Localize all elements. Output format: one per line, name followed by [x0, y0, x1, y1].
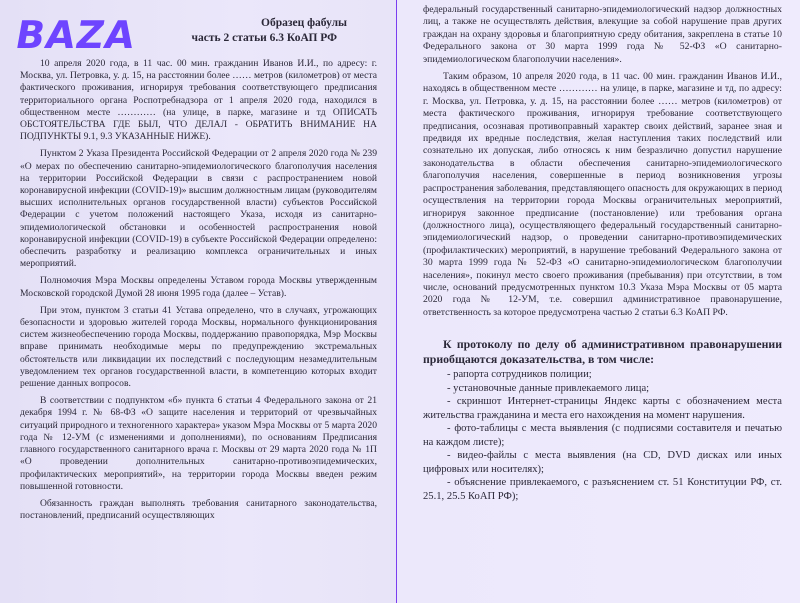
paragraph: 10 апреля 2020 года, в 11 час. 00 мин. гражданин Иванов И.И., по адресу: г. Москва, ул. Петровка, у. д. 15, на расстоянии более …… метров (километров) от места фактического проживания, игнорируя требования соответствующего предписания территориального органа Роспотребнадзора от 1 апреля 2020 года, находился в общественном месте ………… (на улице, в парке, магазине и тд ОПИСАТЬ ОБСТОЯТЕЛЬСТВА ГДЕ БЫЛ, ЧТО ДЕЛАЛ - ОБРАТИТЬ ВНИМАНИЕ НА ПОДПУНКТЫ 9.1, 9.3 УКАЗАННЫЕ НИЖЕ). [20, 58, 377, 143]
evidence-item: - фото-таблицы с места выявления (с подписями составителя и печатью на каждом листе); [423, 423, 782, 448]
evidence-item: - объяснение привлекаемого, с разъяснением ст. 51 Конституции РФ, ст. 25.1, 25.5 КоАП РФ); [423, 477, 782, 502]
paragraph: Таким образом, 10 апреля 2020 года, в 11 час. 00 мин. гражданин Иванов И.И., находясь в общественном месте ………… на улице, в парке, магазине и тд, по адресу: г. Москва, ул. Петровка, у. д. 15, на расстоянии более …… метров (километров) от места фактического проживания, игнорируя требование соответствующего предписания, осознавая противоправный характер своих действий, заранее зная и предвидя их вредные последствия, желая наступления таких последствий или сознательно их допуская, либо относясь к ним безразлично допустил нарушение законодательства в области обеспечения санитарно-эпидемиологического благополучия населения, совершенные в период возникновения угрозы распространения заболевания, представляющего опасность для окружающих в период осуществления на территории города Москвы ограничительных мероприятий, игнорируя законное предписание (постановление) или требования органа (должностного лица), осуществляющего федеральный государственный санитарно-эпидемиологический надзор, о проведении санитарно-противоэпидемических (профилактических) мероприятий, в нарушение требований Федерального закона от 30 марта 1999 года № 52-ФЗ «О санитарно-эпидемиологическом благополучии населения», покинул место своего проживания (пребывания) при отсутствии, в том числе, оснований предусмотренных пунктом 10.3 Указа Мэра Москвы от 05 марта 2020 года № 12-УМ, т.е. совершил административное правонарушение, ответственность за которое предусмотрена частью 2 статьи 6.3 КоАП РФ. [423, 71, 782, 318]
paragraph: Полномочия Мэра Москвы определены Уставом города Москвы утвержденным Московской городской Думой 28 июня 1995 года (далее – Устав). [20, 275, 377, 299]
paragraph: Пунктом 2 Указа Президента Российской Федерации от 2 апреля 2020 года № 239 «О мерах по обеспечению санитарно-эпидемиологического благополучия населения на территории Российской Федерации в связи с распространением новой коронавирусной инфекции (COVID-19)» высшим должностным лицам (руководителям высших исполнительных органов государственной власти) субъектов Российской Федерации с учетом положений настоящего Указа, исходя из санитарно-эпидемиологической обстановки и особенностей распространения новой коронавирусной инфекции (COVID-19) в субъекте Российской Федерации определено: обеспечить разработку и реализацию комплекса ограничительных и иных мероприятий. [20, 148, 377, 270]
evidence-item: - скриншот Интернет-страницы Яндекс карты с обозначением места жительства гражданина и места его нахождения на момент нарушения. [423, 396, 782, 421]
document-title: Образец фабулы [261, 17, 347, 29]
evidence-item: - установочные данные привлекаемого лица; [447, 382, 650, 394]
paragraph: Обязанность граждан выполнять требования санитарного законодательства, постановлений, предписаний осуществляющих [20, 497, 377, 522]
evidence-heading: К протоколу по делу об административном правонарушении приобщаются доказательства, в том числе: [423, 337, 782, 366]
logo-text: BAZA [12, 13, 140, 57]
right-page [397, 0, 800, 603]
baza-logo [12, 13, 140, 57]
paragraph: При этом, пунктом 3 статьи 41 Устава определено, что в случаях, угрожающих безопасности и здоровью жителей города Москвы, нормального функционирования систем жизнеобеспечению города Москвы, поддержанию правопорядка, Мэр Москвы вправе принимать необходимые меры по предупреждению экстремальных обстоятельств или ликвидации их последствий с последующим незамедлительным уведомлением тех органов государственной власти, в компетенцию которых входит решение данных вопросов. [20, 304, 377, 390]
left-page [0, 0, 397, 603]
paragraph: В соответствии с подпунктом «б» пункта 6 статьи 4 Федерального закона от 21 декабря 1994 г. № 68-ФЗ «О защите населения и территорий от чрезвычайных ситуаций природного и техногенного характера» указом Мэра Москвы от 5 марта 2020 года № 12-УМ (с изменениями и дополнениями), по основаниям Предписания главного государственного санитарного врача г. Москвы от 29 марта 2020 года № 1П «О проведении дополнительных санитарно-противоэпидемических, профилактических мероприятий», на территории города Москвы введен режим повышенной готовности. [20, 395, 377, 492]
evidence-item: - рапорта сотрудников полиции; [447, 369, 592, 381]
document-subtitle: часть 2 статьи 6.3 КоАП РФ [191, 32, 337, 44]
evidence-item: - видео-файлы с места выявления (на CD, DVD дисках или иных цифровых или носителях); [423, 450, 782, 475]
paragraph: федеральный государственный санитарно-эпидемиологический надзор должностных лиц, а также не осуществлять действия, влекущие за собой нарушение прав других граждан на охрану здоровья и благоприятную среду обитания, закреплена в статье 10 Федерального закона от 30 марта 1999 года № 52-ФЗ «О санитарно-эпидемиологическом благополучии населения». [423, 4, 782, 65]
